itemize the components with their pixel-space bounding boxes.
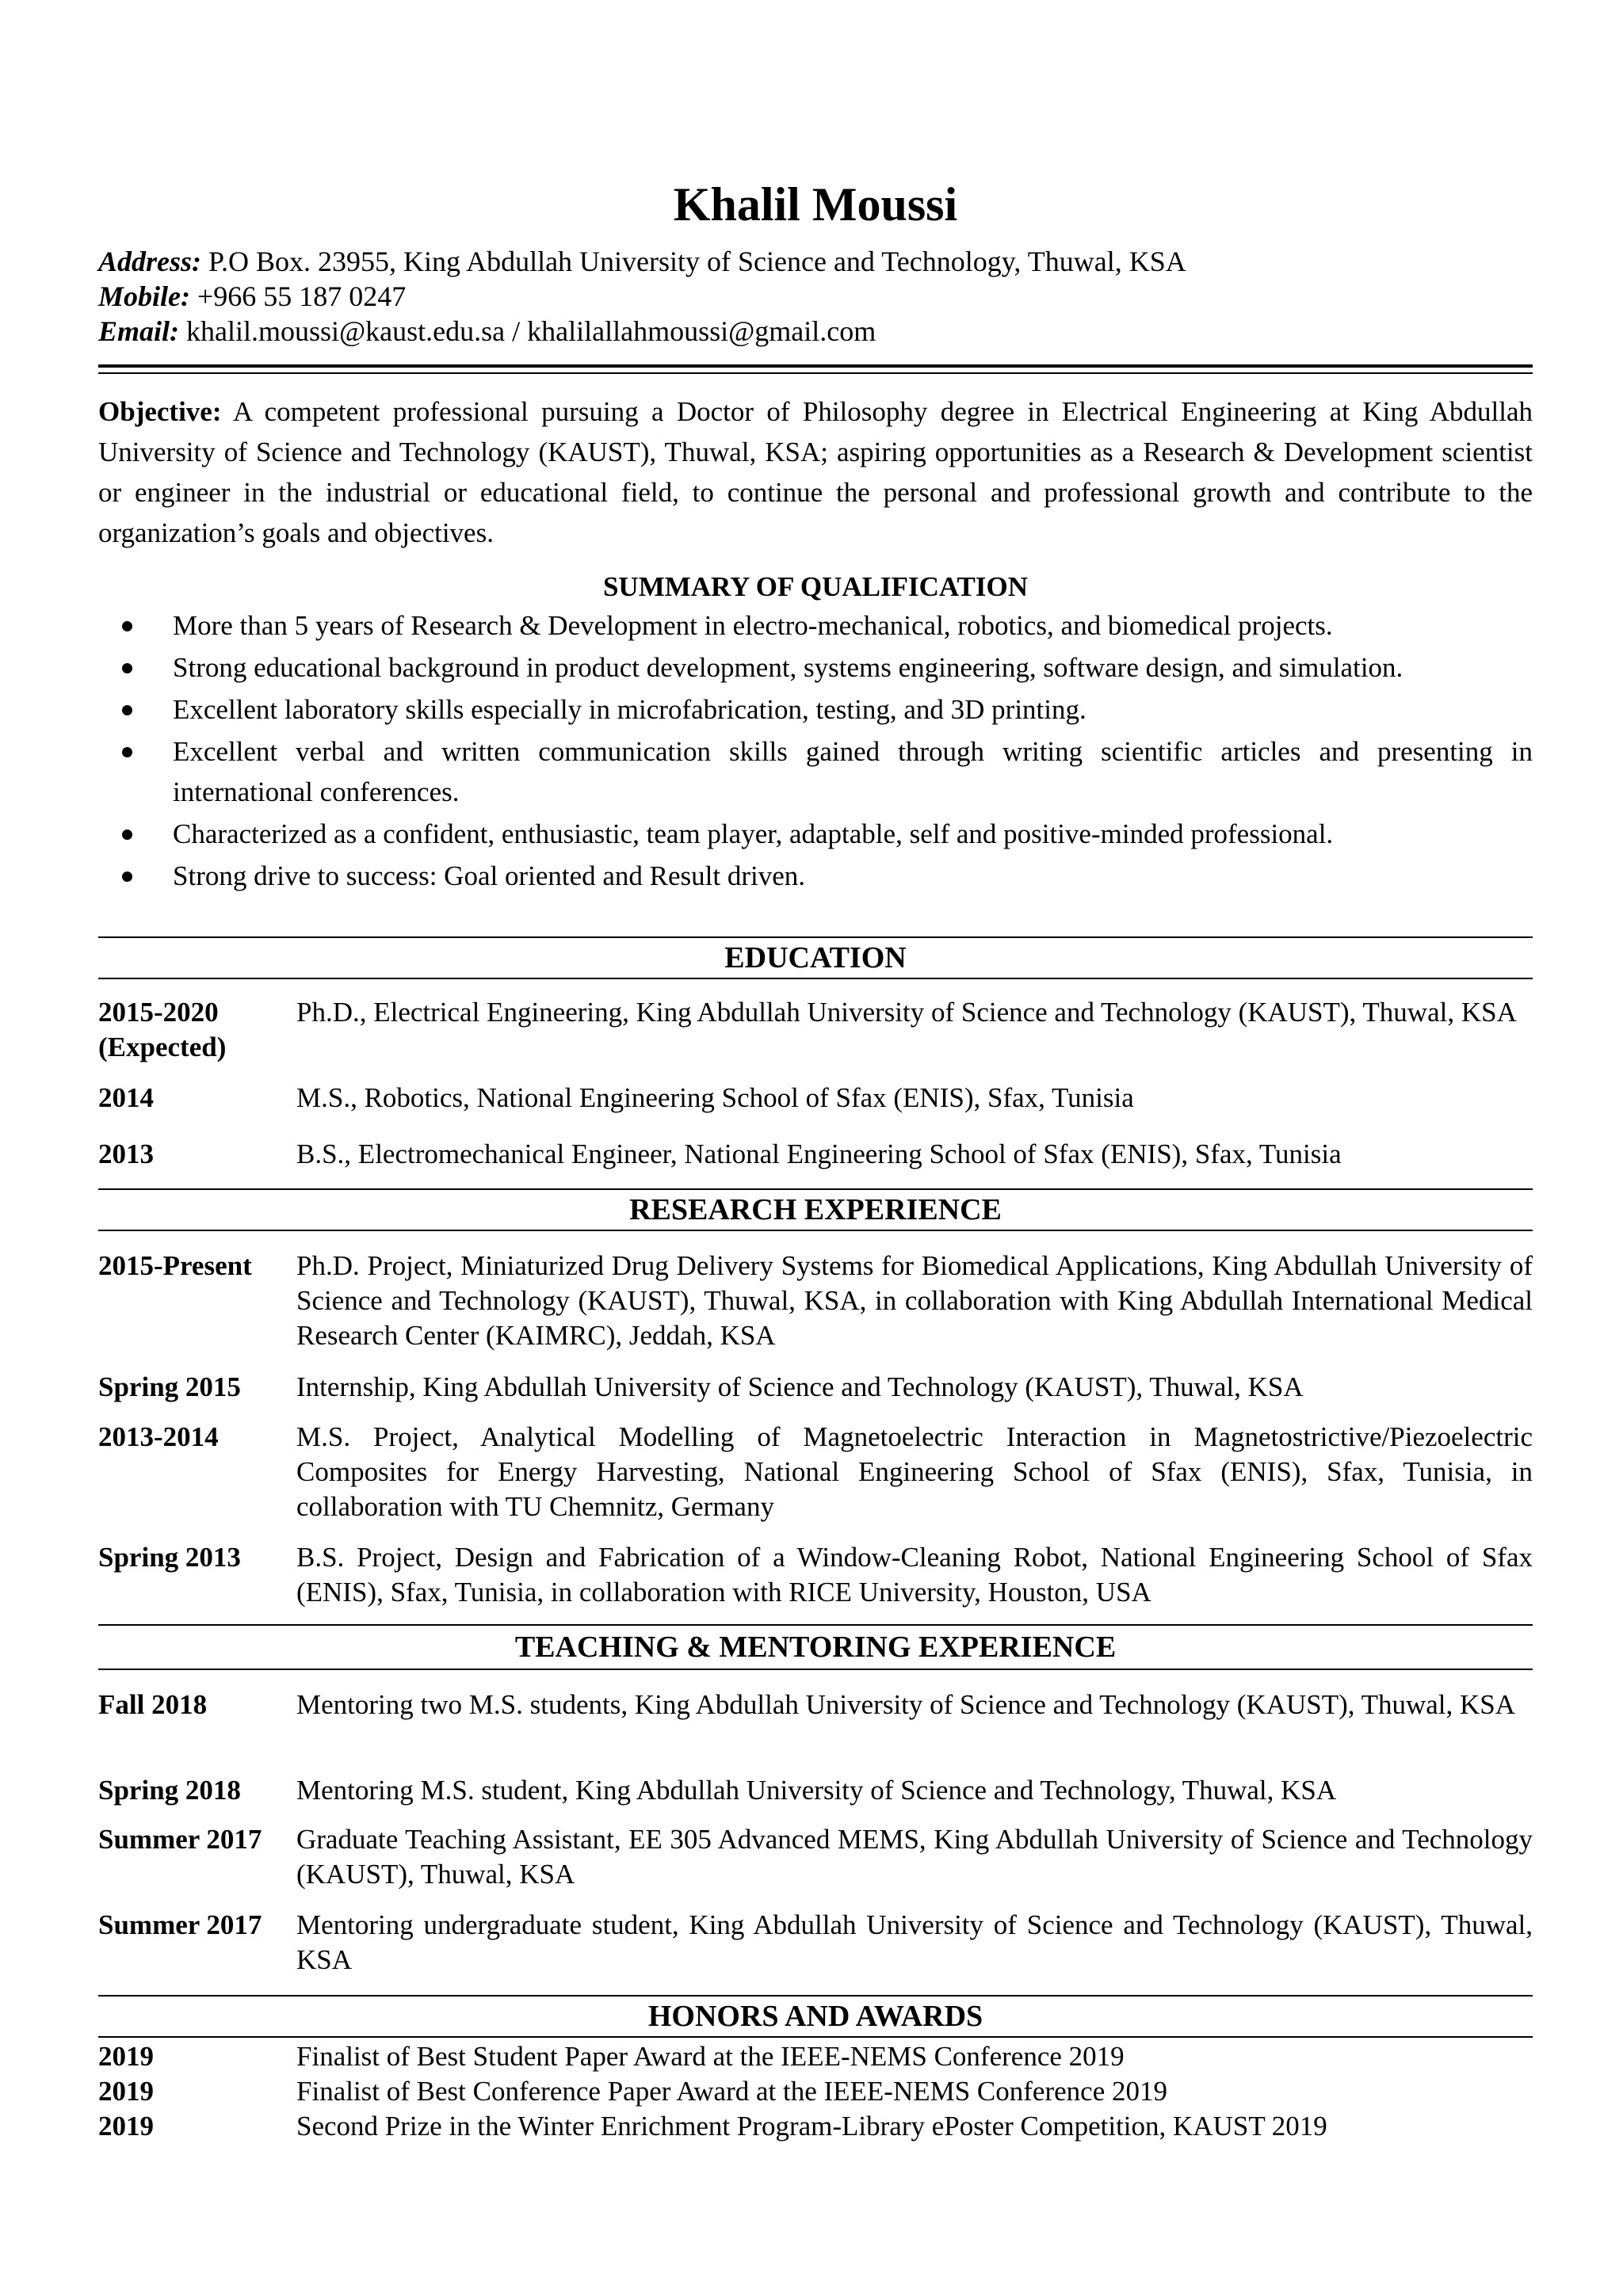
honors-heading: HONORS AND AWARDS: [98, 1995, 1533, 2038]
award-entry: [98, 2074, 1533, 2109]
entry-description: Finalist of Best Conference Paper Award at the IEEE-NEMS Conference 2019: [296, 2076, 1167, 2107]
entry-date: 2015-Present: [98, 1250, 252, 1281]
research-entry: [98, 1249, 1533, 1353]
address-label: Address:: [98, 246, 202, 277]
summary-item: [98, 731, 1533, 812]
entry-description: Second Prize in the Winter Enrichment Program-Library ePoster Competition, KAUST 2019: [296, 2111, 1327, 2142]
research-heading: RESEARCH EXPERIENCE: [98, 1188, 1533, 1231]
entry-description: Graduate Teaching Assistant, EE 305 Advanced MEMS, King Abdullah University of Science and Technology (KAUST), Thuwal, KSA: [296, 1824, 1533, 1890]
bullet-icon: [122, 705, 132, 715]
bullet-icon: [122, 830, 132, 840]
research-entry: [98, 1420, 1533, 1524]
entry-date: 2013: [98, 1138, 154, 1169]
summary-item-text: More than 5 years of Research & Development in electro-mechanical, robotics, and biomedical projects.: [173, 610, 1333, 641]
objective-paragraph: [98, 391, 1533, 553]
bullet-icon: [122, 747, 132, 757]
bullet-icon: [122, 663, 132, 673]
summary-item-text: Excellent verbal and written communication skills gained through writing scientific articles and presenting in international conferences.: [173, 736, 1533, 807]
entry-date: Spring 2013: [98, 1542, 241, 1573]
research-entry: [98, 1370, 1533, 1405]
header-divider: [98, 364, 1533, 374]
teaching-entry: [98, 1773, 1533, 1808]
education-entry: [98, 995, 1533, 1062]
entry-description: M.S. Project, Analytical Modelling of Magnetoelectric Interaction in Magnetostrictive/Piezoelectric Composites for Energy Harvesting, National Engineering School of Sfax (ENIS), Sfax, Tunisia, in collaboration with TU Chemnitz, Germany: [296, 1421, 1533, 1522]
entry-description: M.S., Robotics, National Engineering School of Sfax (ENIS), Sfax, Tunisia: [296, 1082, 1134, 1113]
education-entry: [98, 1137, 1533, 1172]
entry-description: B.S., Electromechanical Engineer, National Engineering School of Sfax (ENIS), Sfax, Tunisia: [296, 1138, 1342, 1169]
bullet-icon: [122, 621, 132, 631]
entry-description: Finalist of Best Student Paper Award at the IEEE-NEMS Conference 2019: [296, 2041, 1125, 2072]
entry-date: Spring 2015: [98, 1371, 241, 1402]
summary-item-text: Strong drive to success: Goal oriented and Result driven.: [173, 860, 806, 891]
teaching-entry: [98, 1908, 1533, 1978]
summary-item-text: Strong educational background in product development, systems engineering, software design, and simulation.: [173, 652, 1403, 683]
summary-item: [98, 605, 1533, 646]
email-line: [98, 314, 876, 349]
candidate-name: Khalil Moussi: [673, 178, 958, 231]
entry-description: B.S. Project, Design and Fabrication of a Window-Cleaning Robot, National Engineering School of Sfax (ENIS), Sfax, Tunisia, in collaboration with RICE University, Houston, USA: [296, 1542, 1533, 1608]
mobile-label: Mobile:: [98, 280, 190, 312]
entry-date: 2019: [98, 2041, 154, 2072]
teaching-heading: TEACHING & MENTORING EXPERIENCE: [98, 1624, 1533, 1670]
entry-description: Ph.D. Project, Miniaturized Drug Delivery Systems for Biomedical Applications, King Abdullah University of Science and Technology (KAUST), Thuwal, KSA, in collaboration with King Abdullah International Medical Research Center (KAIMRC), Jeddah, KSA: [296, 1250, 1533, 1351]
summary-item-text: Characterized as a confident, enthusiastic, team player, adaptable, self and positive-minded professional.: [173, 818, 1334, 849]
objective-text: A competent professional pursuing a Doctor of Philosophy degree in Electrical Engineering at King Abdullah University of Science and Technology (KAUST), Thuwal, KSA; aspiring opportunities as a Research & Development scientist or engineer in the industrial or educational field, to continue the personal and professional growth and contribute to the organization’s goals and objectives.: [98, 396, 1533, 548]
entry-date: Summer 2017: [98, 1909, 262, 1940]
bullet-icon: [122, 871, 132, 882]
entry-date: Fall 2018: [98, 1689, 208, 1720]
address-value: P.O Box. 23955, King Abdullah University of Science and Technology, Thuwal, KSA: [201, 246, 1186, 277]
summary-item: [98, 814, 1533, 854]
mobile-line: [98, 279, 406, 314]
entry-date: 2014: [98, 1082, 154, 1113]
teaching-entry: [98, 1822, 1533, 1892]
summary-title: SUMMARY OF QUALIFICATION: [602, 571, 1029, 602]
objective-label: Objective:: [98, 396, 222, 427]
entry-date: Summer 2017: [98, 1824, 262, 1855]
summary-item-text: Excellent laboratory skills especially in microfabrication, testing, and 3D printing.: [173, 694, 1086, 725]
entry-description: Ph.D., Electrical Engineering, King Abdullah University of Science and Technology (KAUST), Thuwal, KSA: [296, 997, 1517, 1028]
entry-description: Internship, King Abdullah University of Science and Technology (KAUST), Thuwal, KSA: [296, 1371, 1304, 1402]
teaching-entry: [98, 1688, 1533, 1722]
summary-item: [98, 856, 1533, 896]
email-value[interactable]: khalil.moussi@kaust.edu.sa / khalilallahmoussi@gmail.com: [179, 315, 876, 347]
entry-description: Mentoring two M.S. students, King Abdullah University of Science and Technology (KAUST), Thuwal, KSA: [296, 1689, 1516, 1720]
award-entry: [98, 2109, 1533, 2144]
email-label: Email:: [98, 315, 180, 347]
entry-description: Mentoring undergraduate student, King Abdullah University of Science and Technology (KAUST), Thuwal, KSA: [296, 1909, 1533, 1975]
entry-date: Spring 2018: [98, 1775, 241, 1806]
research-entry: [98, 1540, 1533, 1610]
award-entry: [98, 2039, 1533, 2074]
summary-item: [98, 647, 1533, 688]
entry-description: Mentoring M.S. student, King Abdullah University of Science and Technology, Thuwal, KSA: [296, 1775, 1337, 1806]
education-heading: EDUCATION: [98, 936, 1533, 979]
summary-item: [98, 689, 1533, 730]
entry-date: 2019: [98, 2111, 154, 2142]
address-line: [98, 244, 1186, 279]
mobile-value: +966 55 187 0247: [189, 280, 407, 312]
summary-list: [98, 605, 1533, 898]
entry-date: 2015-2020 (Expected): [98, 997, 227, 1062]
entry-date: 2013-2014: [98, 1421, 219, 1452]
entry-date: 2019: [98, 2076, 154, 2107]
education-entry: [98, 1081, 1533, 1116]
